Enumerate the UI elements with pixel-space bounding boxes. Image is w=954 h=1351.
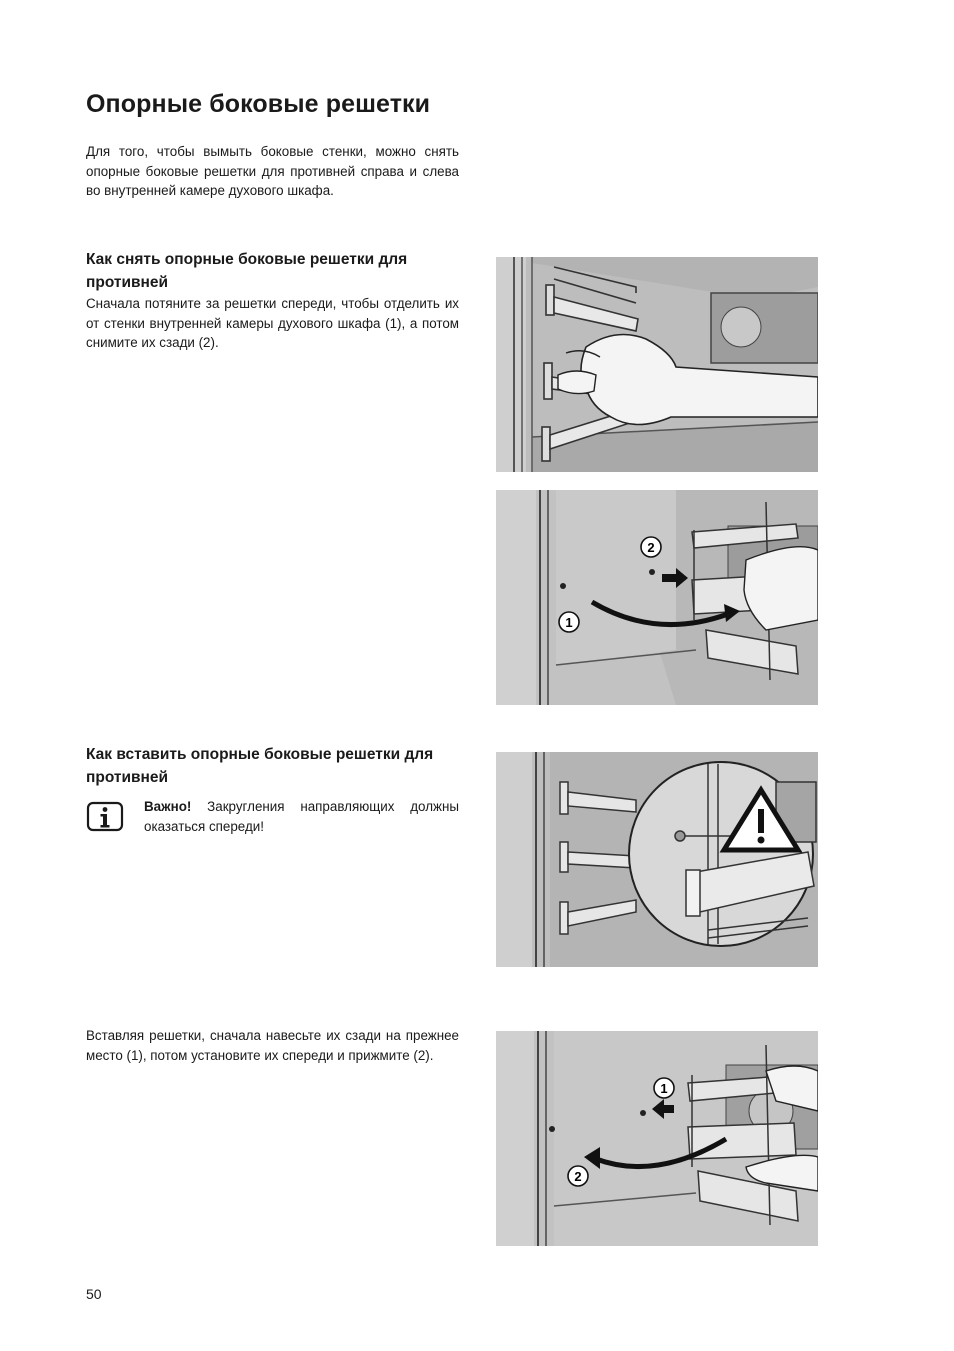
step-1-badge <box>654 1078 674 1098</box>
remove-heading: Как снять опорные боковые решетки для противней <box>86 251 408 291</box>
step-2-label: 2 <box>647 540 655 555</box>
step-1-badge <box>559 612 579 632</box>
info-icon <box>86 801 124 833</box>
important-note <box>144 797 459 836</box>
intro-paragraph: Для того, чтобы вымыть боковые стенки, можно снять опорные боковые решетки для противней справа и слева во внутренней камере духового шкафа. <box>86 144 459 198</box>
step-1-label: 1 <box>660 1081 668 1096</box>
step-2-badge <box>568 1166 588 1186</box>
important-text: Закругления направляющих должны оказаться спереди! <box>144 799 459 834</box>
figure-insert-steps <box>496 1031 818 1246</box>
page-title: Опорные боковые решетки <box>86 90 431 118</box>
step-1-label: 1 <box>565 615 573 630</box>
step-2-label: 2 <box>574 1169 582 1184</box>
important-label: Важно! <box>144 799 192 814</box>
insert-heading: Как вставить опорные боковые решетки для противней <box>86 746 434 786</box>
page-number: 50 <box>86 1286 102 1302</box>
figure-remove-back <box>496 490 818 705</box>
figure-insert-warning <box>496 752 818 967</box>
insert-paragraph: Вставляя решетки, сначала навесьте их сзади на прежнее место (1), потом установите их спереди и прижмите (2). <box>86 1028 459 1063</box>
remove-paragraph: Сначала потяните за решетки спереди, чтобы отделить их от стенки внутренней камеры духового шкафа (1), а потом снимите их сзади (2). <box>86 296 459 350</box>
figure-remove-front <box>496 257 818 472</box>
step-2-badge <box>641 537 661 557</box>
